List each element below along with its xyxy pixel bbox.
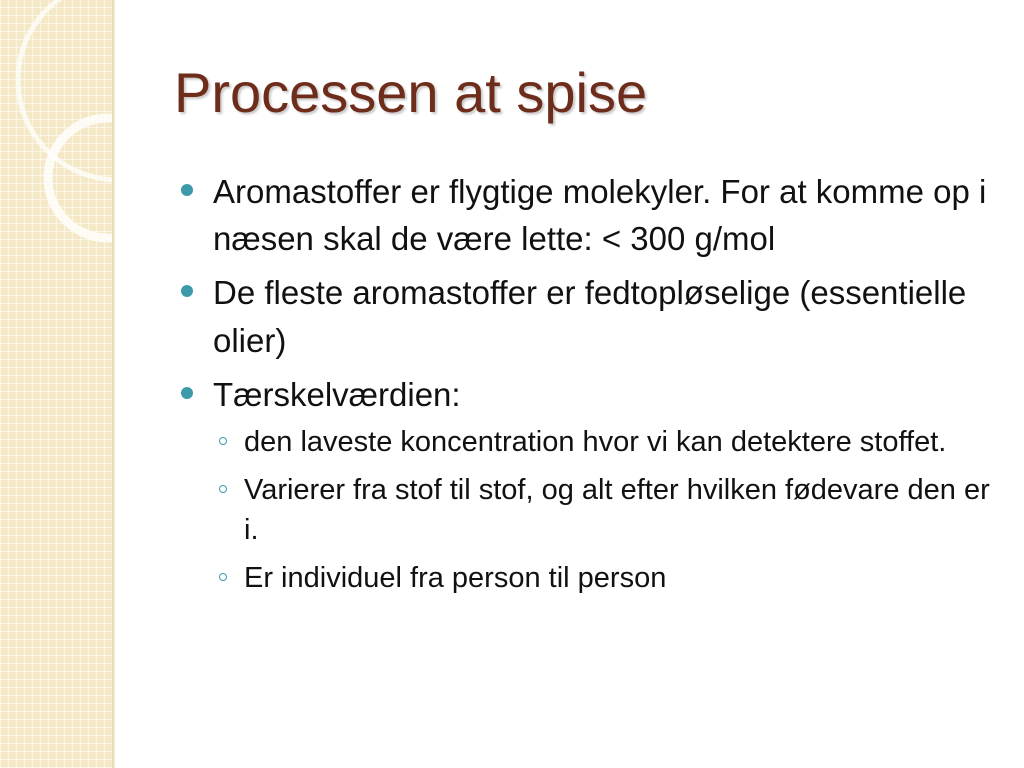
sub-bullet-text: den laveste koncentration hvor vi kan detektere stoffet. xyxy=(244,425,947,458)
bullet-item xyxy=(180,371,990,598)
slide-content xyxy=(180,168,990,606)
sub-bullet-item xyxy=(213,470,990,550)
decorative-rings xyxy=(0,0,112,768)
hollow-bullet-icon xyxy=(219,485,227,493)
sub-bullet-text: Er individuel fra person til person xyxy=(244,561,667,594)
bullet-item xyxy=(180,269,990,363)
bullet-text: Tærskelværdien: xyxy=(213,375,461,413)
bullet-item xyxy=(180,168,990,262)
bullet-list xyxy=(180,168,990,598)
side-panel-edge xyxy=(112,0,115,768)
sub-bullet-list xyxy=(213,422,990,598)
decorative-ring-top xyxy=(18,0,112,180)
bullet-dot-icon xyxy=(181,387,193,399)
bullet-text: De fleste aromastoffer er fedtopløselige (essentielle olier) xyxy=(213,274,967,359)
decorative-side-panel xyxy=(0,0,112,768)
slide-title: Processen at spise xyxy=(174,61,648,124)
hollow-bullet-icon xyxy=(219,437,227,445)
bullet-dot-icon xyxy=(181,285,193,297)
hollow-bullet-icon xyxy=(219,573,227,581)
bullet-text: Aromastoffer er flygtige molekyler. For at komme op i næsen skal de være lette: < 300 g/mol xyxy=(213,173,987,258)
sub-bullet-item xyxy=(213,558,990,598)
sub-bullet-item xyxy=(213,422,990,462)
sub-bullet-text: Varierer fra stof til stof, og alt efter hvilken fødevare den er i. xyxy=(244,473,990,546)
bullet-dot-icon xyxy=(181,184,193,196)
